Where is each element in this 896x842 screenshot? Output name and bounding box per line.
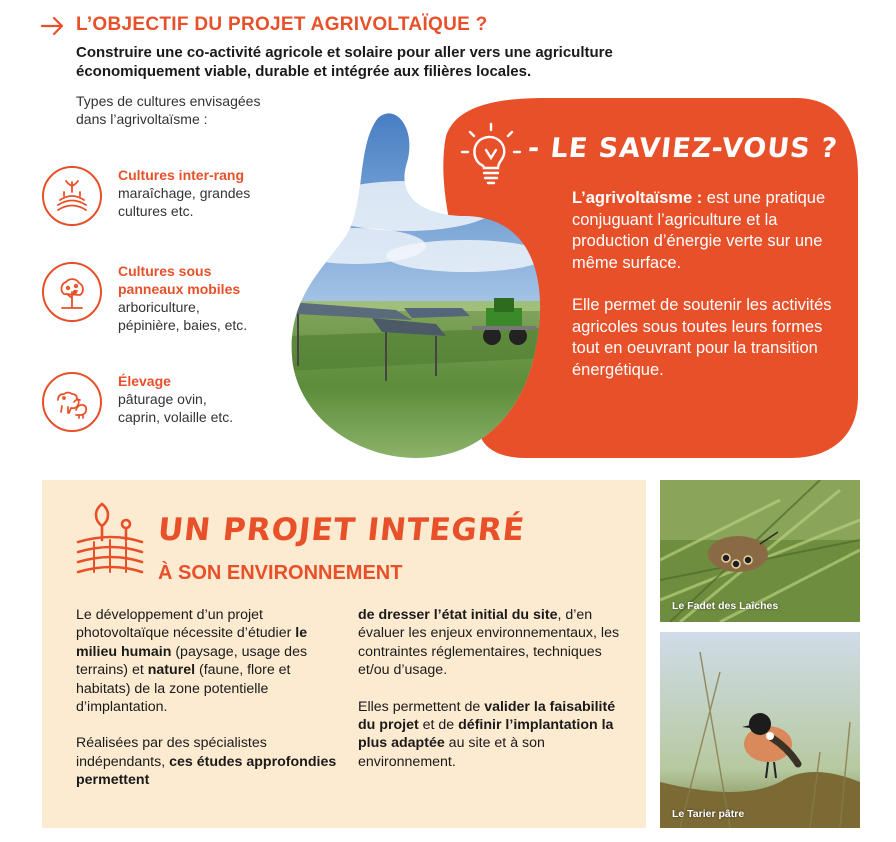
panel-title: UN PROJET INTEGRÉ [156,512,527,548]
panel-column-right: de dresser l’état initial du site, d’en évaluer les enjeux environnementaux, les contraintes réglementaires, techniques et/ou d’usage. Elles permettent de valider la faisabilité du projet et de définir l’implantation la plus adaptée au site et à son environnement. [358,607,620,770]
photo-butterfly [660,480,860,622]
livestock-icon [42,372,102,432]
arrow-right-icon [40,16,66,36]
landscape-icon [74,498,146,582]
types-intro: Types de cultures envisagées dans l’agrivoltaïsme : [76,93,261,127]
photo-caption: Le Fadet des Laîches [672,600,779,612]
lightbulb-icon [458,120,524,190]
panel-subtitle: À SON ENVIRONNEMENT [158,562,403,584]
crop-title: Élevage [118,373,171,389]
crop-title: Cultures inter-rang [118,167,245,183]
saviez-title: - LE SAVIEZ-VOUS ? [526,133,840,164]
tree-icon [42,262,102,322]
crop-item-inter-rang: Cultures inter-rang maraîchage, grandes cultures etc. [42,166,312,226]
field-crops-icon [42,166,102,226]
photo-bird [660,632,860,828]
saviez-body: L’agrivoltaïsme : est une pratique conjuguant l’agriculture et la production d’énergie verte sur une même surface. Elle permet de soutenir les activités agricoles sous toutes leurs formes tout en oeuvrant pour la transition énergétique. [572,189,832,379]
photo-caption: Le Tarier pâtre [672,808,745,820]
crop-title: Cultures sous [118,263,212,279]
crop-item-elevage: Élevage pâturage ovin, caprin, volaille etc. [42,372,312,432]
crop-item-panneaux-mobiles: Cultures sous panneaux mobiles arboriculture, pépinière, baies, etc. [42,262,312,322]
page-title: L’OBJECTIF DU PROJET AGRIVOLTAÏQUE ? [76,14,488,35]
panel-column-left: Le développement d’un projet photovoltaïque nécessite d’étudier le milieu humain (paysage, usage des terrains) et naturel (faune, flore et habitats) de la zone potentielle d’implantation. Réalisées par des spécialistes indépendants, ces études approfondies permettent [76,607,337,789]
page-subtitle: Construire une co-activité agricole et solaire pour aller vers une agriculture économiquement viable, durable et intégrée aux filières locales. [76,44,613,80]
